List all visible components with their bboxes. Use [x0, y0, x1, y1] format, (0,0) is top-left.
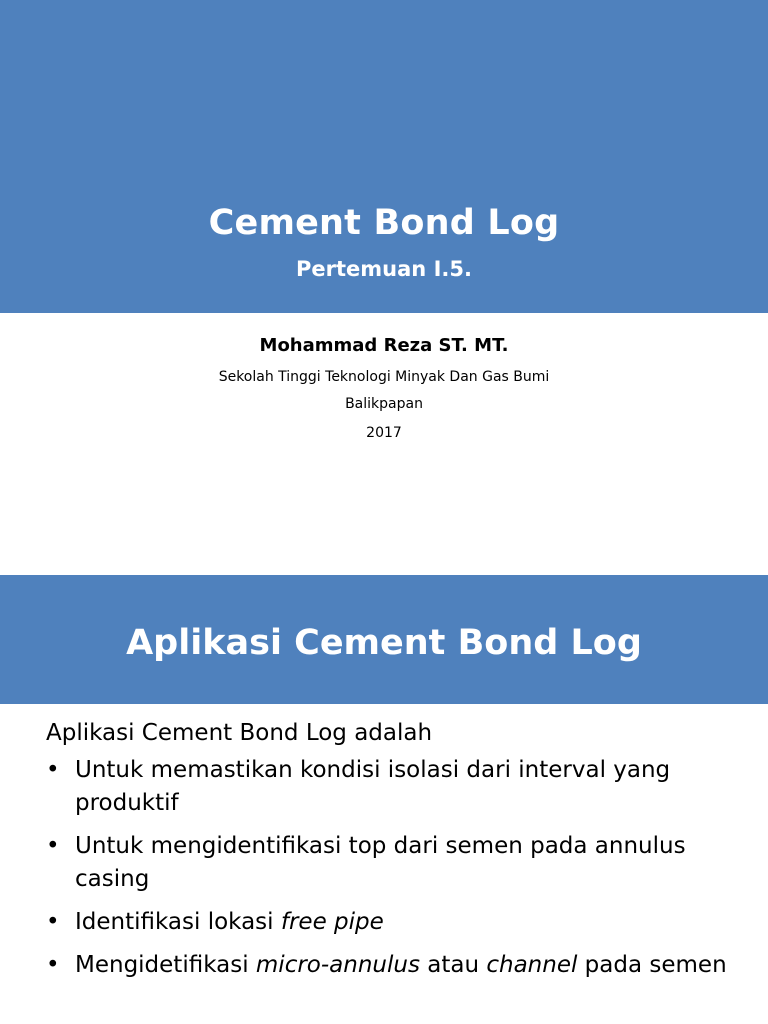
bullet-text-italic: free pipe — [280, 909, 384, 935]
bullet-text-italic: micro-annulus — [255, 952, 420, 978]
intro-text: Aplikasi Cement Bond Log adalah — [46, 720, 433, 746]
bullet-item — [46, 949, 736, 982]
bullet-icon: • — [46, 833, 60, 859]
bullet-icon: • — [46, 909, 60, 935]
year-label: 2017 — [366, 425, 402, 441]
author-name: Mohammad Reza ST. MT. — [259, 335, 509, 356]
slide-separator — [0, 562, 768, 575]
bullet-text: Untuk mengidentifikasi top dari semen pada annulus casing — [75, 833, 686, 892]
bullet-text-prefix: Identifikasi lokasi — [75, 909, 281, 935]
slide-title-band — [0, 575, 768, 704]
bullet-item — [46, 754, 736, 820]
institution-name: Sekolah Tinggi Teknologi Minyak Dan Gas Bumi — [218, 369, 550, 385]
bullet-text-prefix: Mengidetifikasi — [75, 952, 256, 978]
content-slide — [0, 575, 768, 1024]
bullet-text-italic: channel — [486, 952, 578, 978]
bullet-text-suffix: pada semen — [577, 952, 727, 978]
presentation-subtitle: Pertemuan I.5. — [296, 257, 472, 281]
city-name: Balikpapan — [345, 396, 423, 412]
bullet-text: Untuk memastikan kondisi isolasi dari interval yang produktif — [75, 757, 671, 816]
bullet-item — [46, 830, 736, 896]
bullet-icon: • — [46, 757, 60, 783]
presentation-title: Cement Bond Log — [208, 203, 560, 243]
bullet-item — [46, 906, 736, 939]
slide-title: Aplikasi Cement Bond Log — [126, 623, 642, 663]
bullet-list — [46, 754, 736, 982]
bullet-icon: • — [46, 952, 60, 978]
title-band — [0, 0, 768, 313]
bullet-text-middle: atau — [419, 952, 487, 978]
slide-body — [46, 717, 736, 992]
